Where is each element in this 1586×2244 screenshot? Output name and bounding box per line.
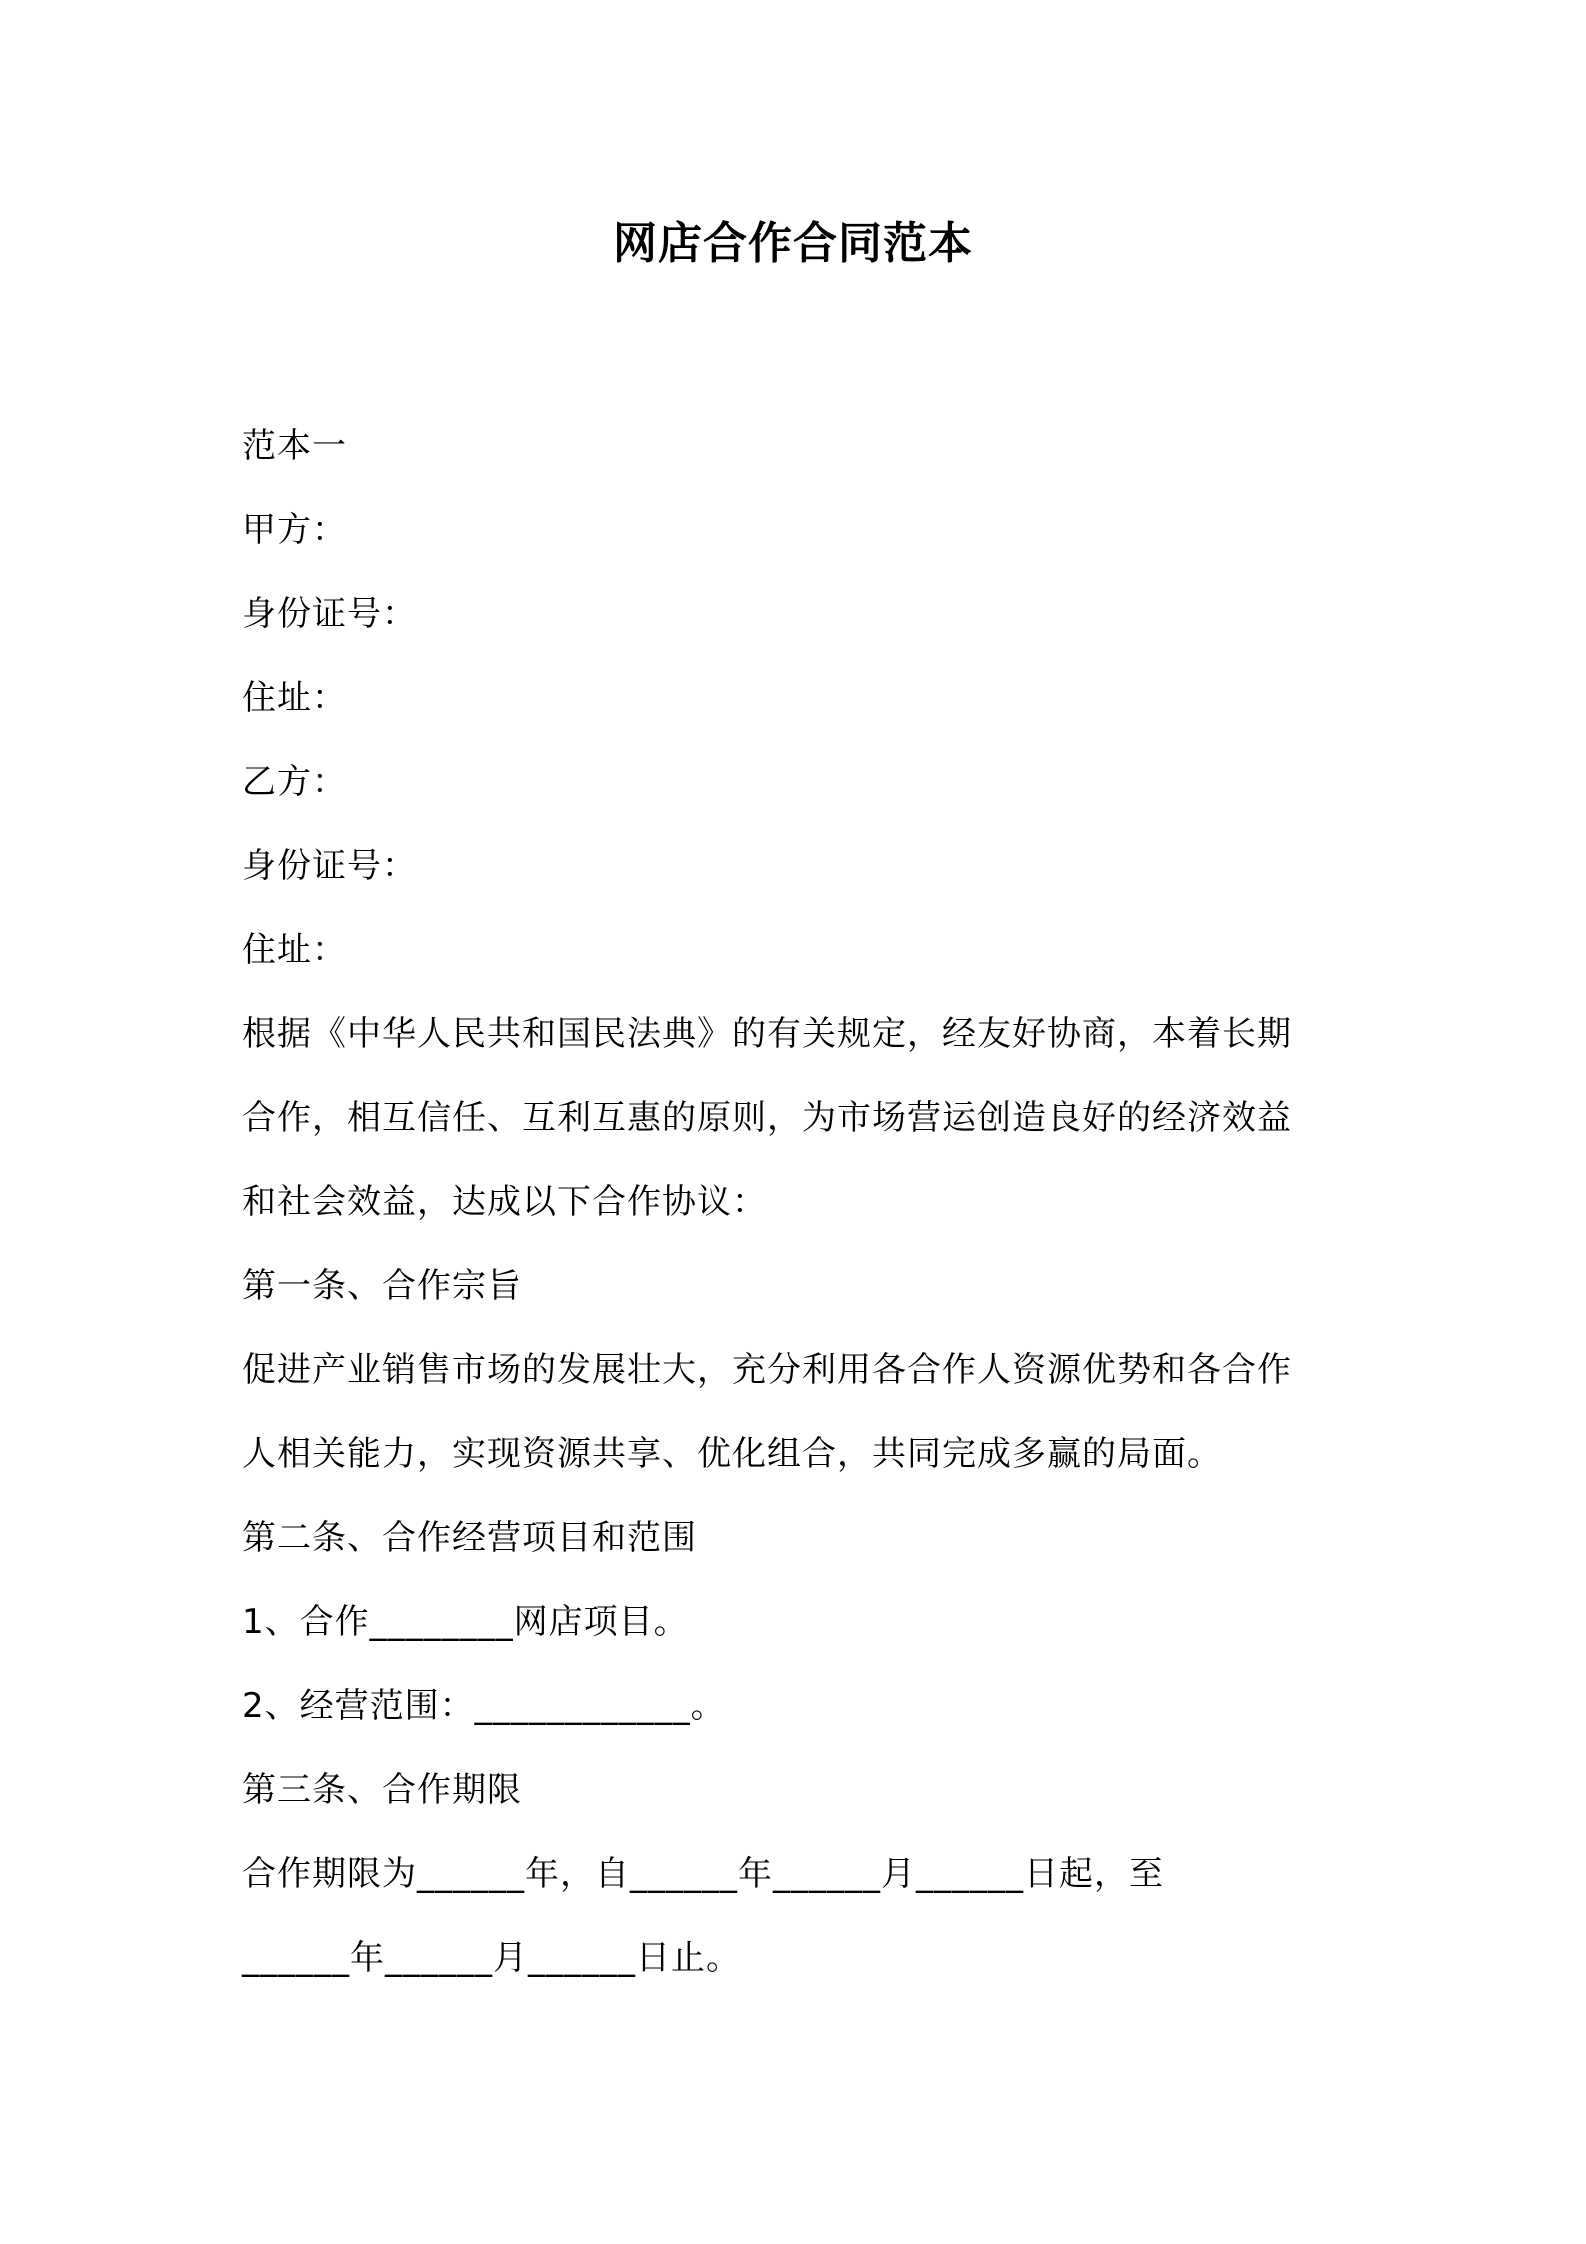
preamble-line-3: 和社会效益，达成以下合作协议：: [242, 1182, 767, 1222]
party-b-address-label: 住址：: [242, 930, 347, 970]
article-2-item-1: 1、合作________网店项目。: [242, 1602, 689, 1642]
party-b-id-label: 身份证号：: [242, 846, 417, 886]
document-body: [242, 404, 1362, 2000]
preamble-line-2: 合作，相互信任、互利互惠的原则，为市场营运创造良好的经济效益: [242, 1098, 1292, 1138]
party-a-label: 甲方：: [242, 510, 347, 550]
article-3-text-line-2: ______年______月______日止。: [242, 1938, 741, 1978]
party-a-address-label: 住址：: [242, 678, 347, 718]
sample-heading: 范本一: [242, 426, 347, 466]
article-1-text-line-2: 人相关能力，实现资源共享、优化组合，共同完成多赢的局面。: [242, 1434, 1222, 1474]
article-3-heading: 第三条、合作期限: [242, 1770, 522, 1810]
article-1-heading: 第一条、合作宗旨: [242, 1266, 522, 1306]
article-2-heading: 第二条、合作经营项目和范围: [242, 1518, 697, 1558]
party-a-id-label: 身份证号：: [242, 594, 417, 634]
document-title: 网店合作合同范本: [613, 218, 973, 269]
party-b-label: 乙方：: [242, 762, 347, 802]
article-1-text-line-1: 促进产业销售市场的发展壮大，充分利用各合作人资源优势和各合作: [242, 1350, 1292, 1390]
article-3-text-line-1: 合作期限为______年，自______年______月______日起，至: [242, 1854, 1164, 1894]
preamble-line-1: 根据《中华人民共和国民法典》的有关规定，经友好协商，本着长期: [242, 1014, 1292, 1054]
article-2-item-2: 2、经营范围：____________。: [242, 1686, 726, 1726]
